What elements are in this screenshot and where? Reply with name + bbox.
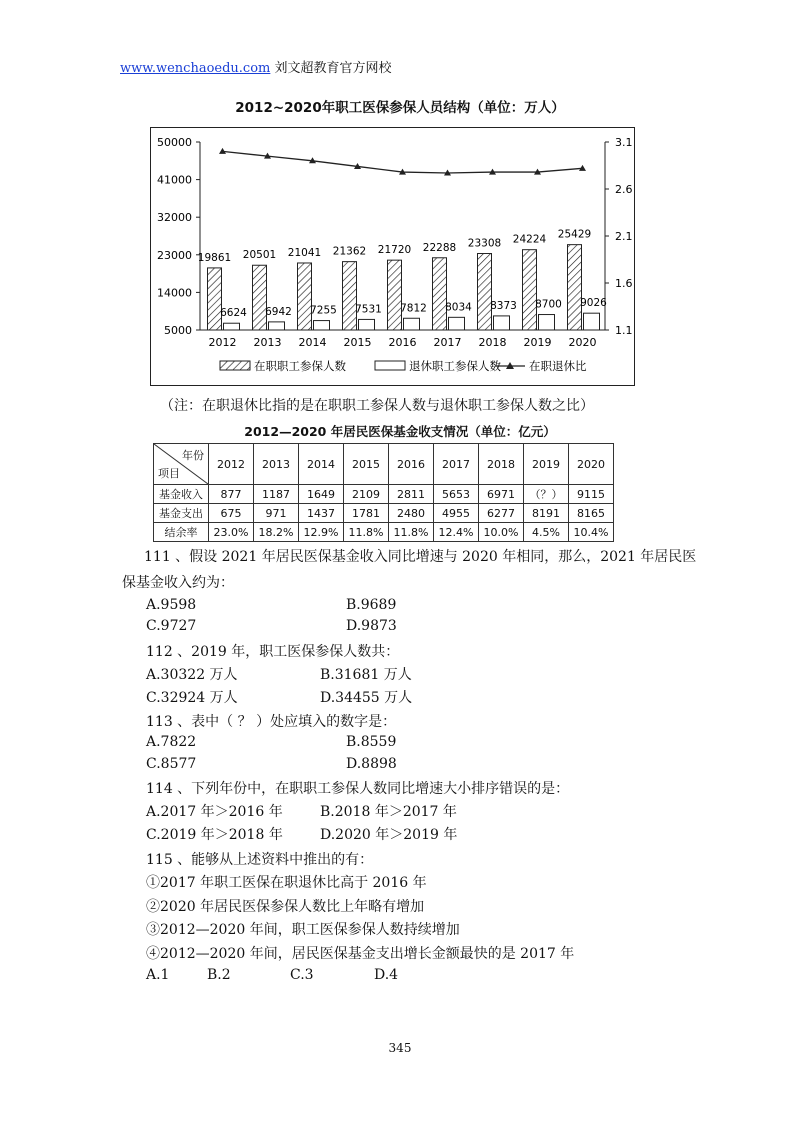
x-tick-label: 2020 bbox=[568, 336, 597, 349]
row-label: 基金收入 bbox=[154, 485, 209, 504]
y-left-tick-label: 14000 bbox=[157, 286, 192, 300]
table-cell: 1437 bbox=[299, 504, 344, 523]
bar-retired-employees bbox=[539, 315, 555, 330]
legend-label-retired: 退休职工参保人数 bbox=[409, 359, 501, 373]
y-right-tick-label: 1.6 bbox=[615, 277, 633, 290]
year-header: 2016 bbox=[389, 444, 434, 485]
table-header-row bbox=[154, 444, 614, 485]
bar-retired-employees bbox=[224, 323, 240, 330]
chart-note: （注：在职退休比指的是在职职工参保人数与退休职工参保人数之比） bbox=[160, 398, 594, 414]
table-cell: 1781 bbox=[344, 504, 389, 523]
table-cell: 18.2% bbox=[254, 523, 299, 542]
bar-retired-employees bbox=[584, 313, 600, 330]
legend-swatch-retired bbox=[375, 361, 405, 370]
table-cell: 8191 bbox=[524, 504, 569, 523]
row-label: 基金支出 bbox=[154, 504, 209, 523]
option-115-d: D.4 bbox=[374, 967, 399, 983]
table-cell: 1649 bbox=[299, 485, 344, 504]
question-112: 112 、2019 年，职工医保参保人数共： bbox=[146, 644, 400, 660]
option-111-a: A.9598 bbox=[146, 597, 197, 613]
table-cell: 12.4% bbox=[434, 523, 479, 542]
option-114-d: D.2020 年＞2019 年 bbox=[320, 827, 458, 843]
option-112-a: A.30322 万人 bbox=[146, 667, 238, 683]
option-114-c: C.2019 年＞2018 年 bbox=[146, 827, 283, 843]
bar-retired-employees bbox=[314, 321, 330, 330]
corner-year-label: 年份 bbox=[182, 449, 204, 462]
bar-active-label: 21720 bbox=[377, 244, 412, 257]
year-header: 2014 bbox=[299, 444, 344, 485]
table-cell: （？） bbox=[524, 485, 569, 504]
year-header: 2019 bbox=[524, 444, 569, 485]
y-right-tick-label: 1.1 bbox=[615, 324, 633, 337]
option-113-b: B.8559 bbox=[346, 734, 397, 750]
y-left-tick-label: 50000 bbox=[157, 136, 192, 149]
legend-swatch-active bbox=[220, 361, 250, 370]
y-left-tick-label: 23000 bbox=[157, 248, 192, 262]
table-cell: 11.8% bbox=[344, 523, 389, 542]
question-115: 115 、能够从上述资料中推出的有： bbox=[146, 852, 374, 868]
bar-active-employees bbox=[478, 254, 492, 330]
ratio-point bbox=[579, 165, 586, 171]
bar-active-label: 24224 bbox=[512, 233, 547, 246]
table-cell: 971 bbox=[254, 504, 299, 523]
table-cell: 2480 bbox=[389, 504, 434, 523]
bar-active-employees bbox=[298, 263, 312, 330]
legend-label-ratio: 在职退休比 bbox=[529, 359, 587, 373]
page-number: 345 bbox=[388, 1041, 412, 1055]
option-111-c: C.9727 bbox=[146, 618, 197, 634]
table-cell: 23.0% bbox=[209, 523, 254, 542]
table-row bbox=[154, 523, 614, 542]
x-tick-label: 2015 bbox=[343, 336, 372, 349]
bar-active-employees bbox=[208, 268, 222, 330]
option-114-b: B.2018 年＞2017 年 bbox=[320, 804, 457, 820]
y-right-tick-label: 2.1 bbox=[615, 230, 633, 243]
table-cell: 5653 bbox=[434, 485, 479, 504]
option-113-d: D.8898 bbox=[346, 756, 397, 772]
year-header: 2017 bbox=[434, 444, 479, 485]
table-cell: 4955 bbox=[434, 504, 479, 523]
option-112-b: B.31681 万人 bbox=[320, 667, 412, 683]
bar-active-employees bbox=[568, 245, 582, 330]
x-tick-label: 2013 bbox=[253, 336, 282, 349]
option-112-d: D.34455 万人 bbox=[320, 690, 413, 706]
option-113-c: C.8577 bbox=[146, 756, 197, 772]
year-header: 2012 bbox=[209, 444, 254, 485]
table-title: 2012—2020 年居民医保基金收支情况（单位：亿元） bbox=[244, 424, 556, 439]
x-tick-label: 2012 bbox=[208, 336, 237, 349]
bar-retired-employees bbox=[359, 319, 375, 330]
option-115-a: A.1 bbox=[146, 967, 170, 983]
table-cell: 6971 bbox=[479, 485, 524, 504]
x-tick-label: 2014 bbox=[298, 336, 327, 349]
option-113-a: A.7822 bbox=[146, 734, 197, 750]
option-111-d: D.9873 bbox=[346, 618, 397, 634]
table-cell: 10.4% bbox=[569, 523, 614, 542]
table-cell: 10.0% bbox=[479, 523, 524, 542]
y-right-tick-label: 3.1 bbox=[615, 136, 633, 149]
x-tick-label: 2018 bbox=[478, 336, 507, 349]
bar-retired-label: 6942 bbox=[265, 305, 292, 318]
bar-active-label: 21362 bbox=[332, 245, 367, 258]
fund-table bbox=[153, 443, 614, 542]
x-tick-label: 2017 bbox=[433, 336, 462, 349]
question-113: 113 、表中（ ？ ）处应填入的数字是： bbox=[146, 714, 397, 730]
table-row bbox=[154, 504, 614, 523]
page-header bbox=[120, 57, 392, 76]
statement-115-3: ③2012—2020 年间，职工医保参保人数持续增加 bbox=[146, 922, 460, 938]
table-cell: 4.5% bbox=[524, 523, 569, 542]
y-right-tick-label: 2.6 bbox=[615, 183, 633, 196]
table-cell: 12.9% bbox=[299, 523, 344, 542]
bar-active-label: 21041 bbox=[287, 246, 322, 259]
table-row bbox=[154, 485, 614, 504]
bar-active-employees bbox=[253, 265, 267, 330]
bar-active-employees bbox=[523, 250, 537, 330]
bar-active-employees bbox=[433, 258, 447, 330]
question-111-line1: 111 、假设 2021 年居民医保基金收入同比增速与 2020 年相同，那么，2021 年居民医 bbox=[144, 549, 697, 565]
corner-item-label: 项目 bbox=[158, 467, 180, 480]
table-cell: 2109 bbox=[344, 485, 389, 504]
table-cell: 2811 bbox=[389, 485, 434, 504]
bar-retired-label: 7255 bbox=[310, 304, 337, 317]
table-cell: 877 bbox=[209, 485, 254, 504]
bar-active-label: 19861 bbox=[197, 251, 232, 264]
bar-retired-employees bbox=[269, 322, 285, 330]
bar-active-label: 22288 bbox=[422, 241, 457, 254]
option-114-a: A.2017 年＞2016 年 bbox=[146, 804, 283, 820]
chart-title: 2012~2020年职工医保参保人员结构（单位：万人） bbox=[235, 100, 565, 116]
statement-115-1: ①2017 年职工医保在职退休比高于 2016 年 bbox=[146, 875, 427, 891]
bar-retired-label: 8373 bbox=[490, 299, 517, 312]
table-cell: 11.8% bbox=[389, 523, 434, 542]
table-cell: 8165 bbox=[569, 504, 614, 523]
table-cell: 675 bbox=[209, 504, 254, 523]
bar-retired-label: 7812 bbox=[400, 302, 427, 315]
statement-115-4: ④2012—2020 年间，居民医保基金支出增长金额最快的是 2017 年 bbox=[146, 946, 575, 962]
bar-retired-label: 8034 bbox=[445, 301, 472, 314]
row-label: 结余率 bbox=[154, 523, 209, 542]
ratio-point bbox=[219, 148, 226, 154]
legend-label-active: 在职职工参保人数 bbox=[254, 359, 346, 373]
x-tick-label: 2019 bbox=[523, 336, 552, 349]
option-115-b: B.2 bbox=[207, 967, 231, 983]
combo-chart bbox=[150, 127, 635, 386]
bar-retired-label: 9026 bbox=[580, 297, 607, 310]
table-corner-cell bbox=[154, 444, 209, 485]
y-left-tick-label: 32000 bbox=[157, 211, 192, 225]
bar-active-employees bbox=[343, 262, 357, 330]
question-114: 114 、下列年份中，在职职工参保人数同比增速大小排序错误的是： bbox=[146, 781, 570, 797]
bar-active-label: 25429 bbox=[557, 228, 592, 241]
bar-retired-label: 8700 bbox=[535, 298, 562, 311]
bar-retired-label: 7531 bbox=[355, 303, 382, 316]
bar-active-employees bbox=[388, 260, 402, 330]
table-cell: 1187 bbox=[254, 485, 299, 504]
y-left-tick-label: 5000 bbox=[164, 324, 192, 337]
site-name: 刘文超教育官方网校 bbox=[274, 61, 392, 76]
year-header: 2013 bbox=[254, 444, 299, 485]
question-111-line2: 保基金收入约为： bbox=[122, 575, 234, 591]
bar-retired-employees bbox=[449, 317, 465, 330]
bar-retired-employees bbox=[494, 316, 510, 330]
year-header: 2015 bbox=[344, 444, 389, 485]
bar-retired-employees bbox=[404, 318, 420, 330]
year-header: 2018 bbox=[479, 444, 524, 485]
x-tick-label: 2016 bbox=[388, 336, 417, 349]
table-cell: 9115 bbox=[569, 485, 614, 504]
statement-115-2: ②2020 年居民医保参保人数比上年略有增加 bbox=[146, 899, 425, 915]
bar-retired-label: 6624 bbox=[220, 307, 247, 320]
site-link[interactable]: www.wenchaoedu.com bbox=[120, 61, 271, 76]
bar-active-label: 23308 bbox=[467, 237, 502, 250]
option-115-c: C.3 bbox=[290, 967, 314, 983]
option-111-b: B.9689 bbox=[346, 597, 397, 613]
year-header: 2020 bbox=[569, 444, 614, 485]
table-cell: 6277 bbox=[479, 504, 524, 523]
bar-active-label: 20501 bbox=[242, 249, 277, 262]
option-112-c: C.32924 万人 bbox=[146, 690, 238, 706]
y-left-tick-label: 41000 bbox=[157, 173, 192, 187]
